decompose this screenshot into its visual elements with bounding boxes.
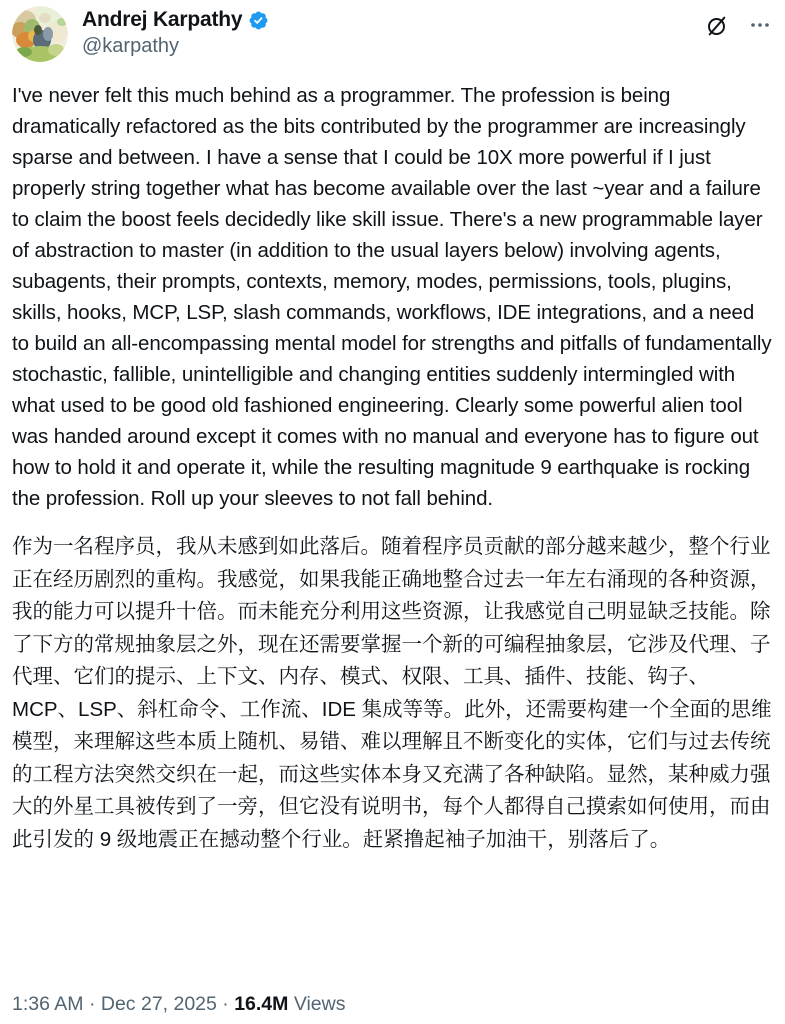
- avatar-image: [12, 6, 68, 62]
- timestamp[interactable]: 1:36 AM · Dec 27, 2025 ·: [12, 993, 235, 1015]
- post-body: [12, 80, 778, 856]
- user-handle[interactable]: @karpathy: [82, 35, 180, 57]
- header-actions: [703, 4, 773, 38]
- post-text-chinese: 作为一名程序员，我从未感到如此落后。随着程序员贡献的部分越来越少，整个行业正在经历剧烈的重构。我感觉，如果我能正确地整合过去一年左右涌现的各种资源，我的能力可以提升十倍。而未能充分利用这些资源，让我感觉自己明显缺乏技能。除了下方的常规抽象层之外，现在还需要掌握一个新的可编程抽象层，它涉及代理、子代理、它们的提示、上下文、内存、模式、权限、工具、插件、技能、钩子、MCP、LSP、斜杠命令、工作流、IDE 集成等等。此外，还需要构建一个全面的思维模型，来理解这些本质上随机、易错、难以理解且不断变化的实体，它们与过去传统的工程方法突然交织在一起，而这些实体本身又充满了各种缺陷。显然，某种威力强大的外星工具被传到了一旁，但它没有说明书，每个人都得自己摸索如何使用，而由此引发的 9 级地震正在撼动整个行业。赶紧撸起袖子加油干，别落后了。: [12, 535, 772, 851]
- post-footer: [12, 993, 346, 1016]
- name-row: [82, 8, 703, 32]
- post-text-english: I've never felt this much behind as a programmer. The profession is being dramatically refactored as the bits contributed by the programmer are increasingly sparse and between. I have a sense that I could be 10X more powerful if I just properly string together what has become available over the last ~year and a failure to claim the boost feels decidedly like skill issue. There's a new programmable layer of abstraction to master (in addition to the usual layers below) involving agents, subagents, their prompts, contexts, memory, modes, permissions, tools, plugins, skills, hooks, MCP, LSP, slash commands, workflows, IDE integrations, and a need to build an all-encompassing mental model for strengths and pitfalls of fundamentally stochastic, fallible, unintelligible and changing entities suddenly intermingled with what used to be good old fashioned engineering. Clearly some powerful alien tool was handed around except it comes with no manual and everyone has to figure out how to hold it and operate it, while the resulting magnitude 9 earthquake is rocking the profession. Roll up your sleeves to not fall behind.: [12, 84, 778, 510]
- views-count: 16.4M: [234, 993, 289, 1015]
- display-name[interactable]: Andrej Karpathy: [82, 8, 243, 31]
- avatar[interactable]: [12, 6, 68, 62]
- name-block: [82, 4, 703, 58]
- grok-icon[interactable]: [703, 12, 729, 38]
- more-icon[interactable]: [747, 12, 773, 38]
- post-header: [12, 4, 773, 62]
- verified-badge-icon: [248, 10, 269, 31]
- views-label: Views: [288, 993, 346, 1015]
